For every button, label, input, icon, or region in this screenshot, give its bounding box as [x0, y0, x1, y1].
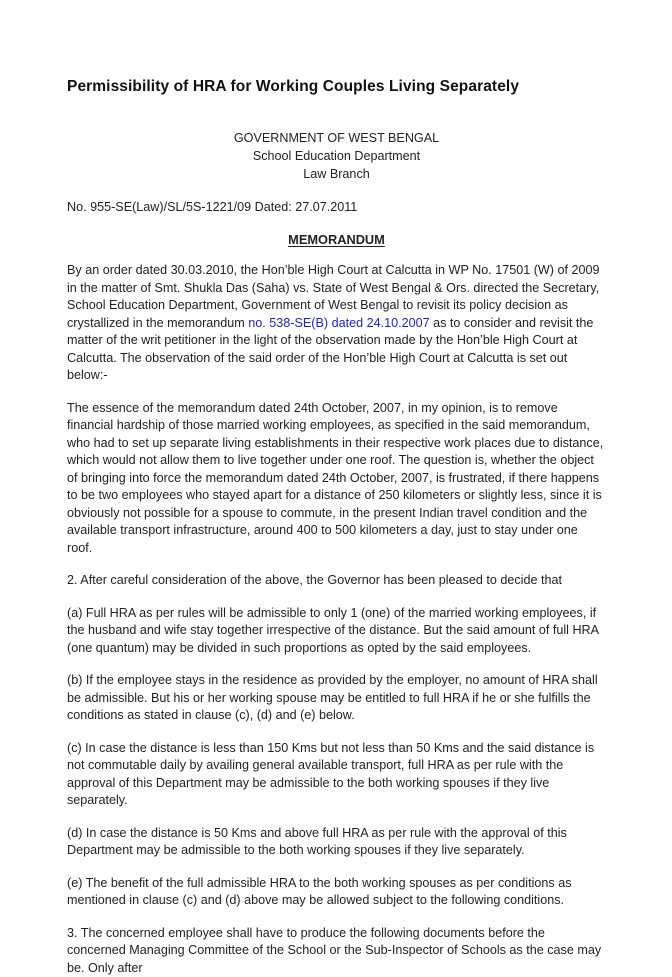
paragraph-intro	[67, 262, 606, 385]
paragraph-intro-before: By an order dated 30.03.2010, the Hon’ble High Court at Calcutta in WP No. 17501 (W) of 2009 in the matter of Smt. Shukla Das (Saha) vs. State of West Bengal & Ors. directed the Secretary, School Education Department, Government of West Bengal to revisit its policy decision as crystallized in the memorandum	[67, 263, 600, 330]
paragraph-court-observation: The essence of the memorandum dated 24th October, 2007, in my opinion, is to remove financial hardship of those married working employees, as specified in the said memorandum, who had to set up separate living establishments in their respective work places due to distance, which would not allow them to live together under one roof. The question is, whether the object of bringing into force the memorandum dated 24th October, 2007, is frustrated, if there happens to be two employees who stayed apart for a distance of 250 kilometers or slightly less, since it is obviously not possible for a spouse to commute, in the present Indian travel condition and the available transport infrastructure, around 400 to 500 kilometers a day, just to stay under one roof.	[67, 400, 606, 558]
memo-538-link[interactable]: no. 538-SE(B) dated 24.10.2007	[248, 316, 429, 330]
paragraph-clause-e: (e) The benefit of the full admissible HRA to the both working spouses as per conditions as mentioned in clause (c) and (d) above may be allowed subject to the following conditions.	[67, 875, 606, 910]
page-title: Permissibility of HRA for Working Couples Living Separately	[67, 78, 606, 96]
letterhead	[67, 129, 606, 183]
paragraph-clause-b: (b) If the employee stays in the residence as provided by the employer, no amount of HRA shall be admissible. But his or her working spouse may be entitled to full HRA if he or she fulfills the conditions as stated in clause (c), (d) and (e) below.	[67, 672, 606, 725]
paragraph-documents-required: 3. The concerned employee shall have to produce the following documents before the concerned Managing Committee of the School or the Sub-Inspector of Schools as the case may be. Only after	[67, 925, 606, 977]
letterhead-department: School Education Department	[67, 147, 606, 165]
letterhead-government: GOVERNMENT OF WEST BENGAL	[67, 129, 606, 147]
letterhead-branch: Law Branch	[67, 165, 606, 183]
paragraph-clause-a: (a) Full HRA as per rules will be admissible to only 1 (one) of the married working employees, if the husband and wife stay together irrespective of the distance. But the said amount of full HRA (one quantum) may be divided in such proportions as opted by the said employees.	[67, 605, 606, 658]
memo-reference-number: No. 955-SE(Law)/SL/5S-1221/09 Dated: 27.07.2011	[67, 199, 606, 217]
paragraph-intro-after: as to consider and revisit the matter of the writ petitioner in the light of the observation made by the Hon’ble High Court at Calcutta. The observation of the said order of the Hon’ble High Court at Calcutta is set out below:-	[67, 316, 593, 383]
paragraph-clause-d: (d) In case the distance is 50 Kms and above full HRA as per rule with the approval of this Department may be admissible to the both working spouses if they live separately.	[67, 825, 606, 860]
memorandum-heading-text: MEMORANDUM	[288, 232, 385, 247]
paragraph-clause-c: (c) In case the distance is less than 150 Kms but not less than 50 Kms and the said distance is not commutable daily by availing general available transport, full HRA as per rule with the approval of this Department may be admissible to the both working spouses if they live separately.	[67, 740, 606, 810]
memorandum-heading	[67, 231, 606, 249]
paragraph-decision-lead: 2. After careful consideration of the above, the Governor has been pleased to decide that	[67, 572, 606, 590]
